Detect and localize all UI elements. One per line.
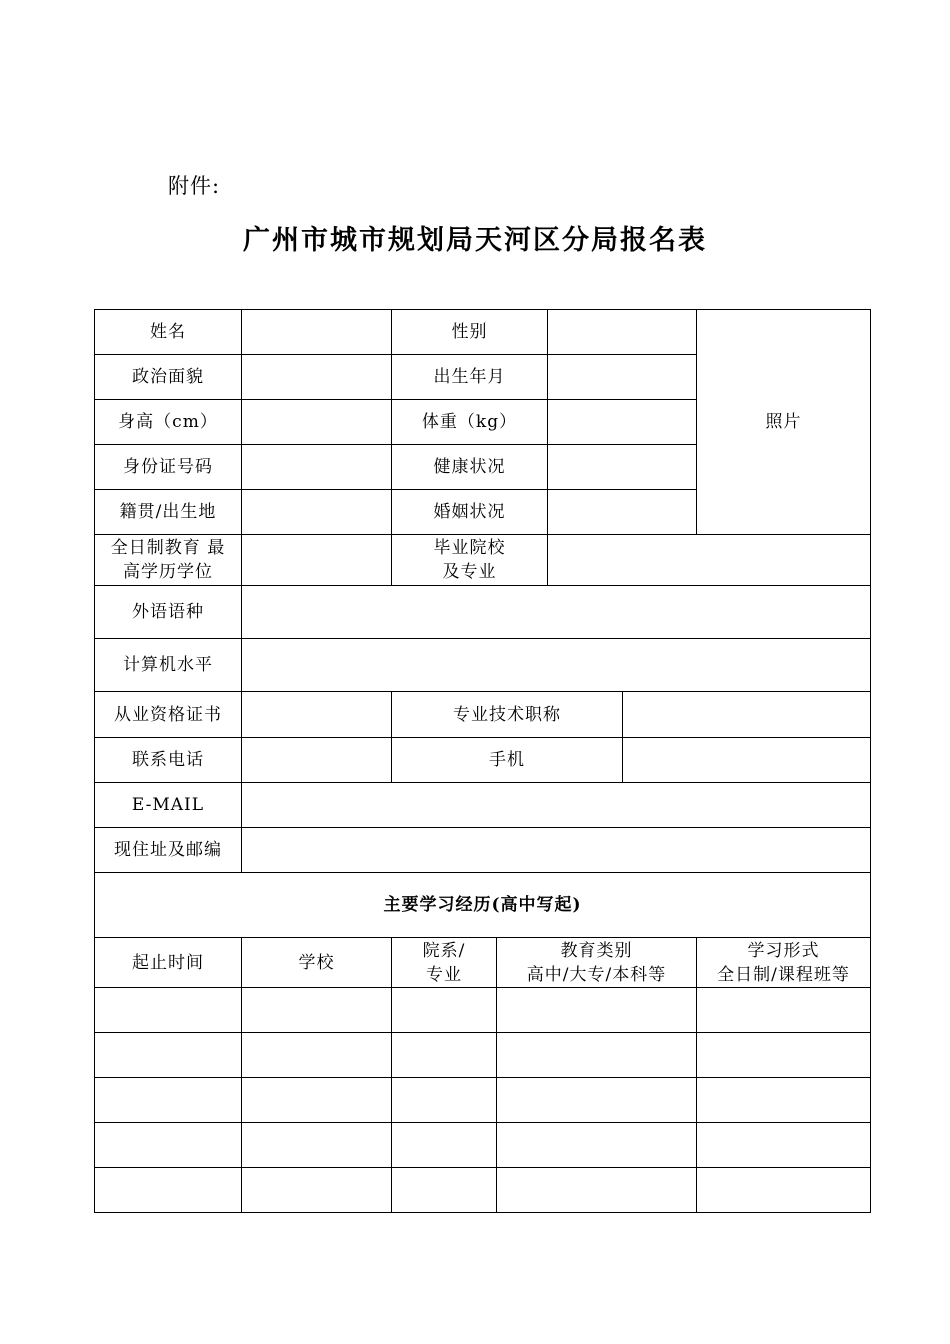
marital-field[interactable]	[548, 490, 697, 535]
study-department-cell[interactable]	[392, 1078, 497, 1123]
study-department-cell[interactable]	[392, 1123, 497, 1168]
education-label-line1: 全日制教育 最	[110, 538, 226, 558]
id-number-field[interactable]	[242, 445, 392, 490]
education-label-line2: 高学历学位	[123, 562, 213, 582]
study-history-row	[95, 1123, 871, 1168]
registration-form-table	[94, 309, 871, 1213]
gender-label: 性别	[392, 310, 548, 355]
study-history-row	[95, 988, 871, 1033]
marital-label: 婚姻状况	[392, 490, 548, 535]
school-major-label-line2: 及专业	[442, 562, 497, 582]
foreign-language-label: 外语语种	[95, 586, 242, 639]
education-field[interactable]	[242, 535, 392, 586]
study-education-type-cell[interactable]	[497, 1168, 697, 1213]
address-field[interactable]	[242, 828, 871, 873]
name-field[interactable]	[242, 310, 392, 355]
study-history-row	[95, 1033, 871, 1078]
study-mode-cell[interactable]	[697, 1123, 871, 1168]
study-history-header	[95, 938, 871, 988]
study-education-type-cell[interactable]	[497, 1123, 697, 1168]
study-school-cell[interactable]	[242, 1123, 392, 1168]
study-education-type-cell[interactable]	[497, 988, 697, 1033]
political-status-label: 政治面貌	[95, 355, 242, 400]
form-title: 广州市城市规划局天河区分局报名表	[243, 225, 707, 256]
professional-title-label: 专业技术职称	[392, 692, 623, 738]
height-field[interactable]	[242, 400, 392, 445]
phone-field[interactable]	[242, 738, 392, 783]
study-mode-header	[697, 938, 871, 988]
weight-label: 体重（kg）	[392, 400, 548, 445]
row-email	[95, 783, 871, 828]
study-department-header-line2: 专业	[426, 964, 462, 985]
study-mode-header-line1: 学习形式	[747, 940, 820, 961]
gender-field[interactable]	[548, 310, 697, 355]
birth-date-field[interactable]	[548, 355, 697, 400]
study-school-header: 学校	[242, 938, 392, 988]
study-mode-header-line2: 全日制/课程班等	[717, 964, 850, 985]
study-education-type-header-line2: 高中/大专/本科等	[526, 964, 667, 985]
professional-title-field[interactable]	[623, 692, 871, 738]
study-period-cell[interactable]	[95, 988, 242, 1033]
native-place-field[interactable]	[242, 490, 392, 535]
mobile-field[interactable]	[623, 738, 871, 783]
computer-level-field[interactable]	[242, 639, 871, 692]
study-department-cell[interactable]	[392, 1168, 497, 1213]
study-mode-cell[interactable]	[697, 1168, 871, 1213]
study-department-cell[interactable]	[392, 1033, 497, 1078]
health-field[interactable]	[548, 445, 697, 490]
political-status-field[interactable]	[242, 355, 392, 400]
study-education-type-cell[interactable]	[497, 1033, 697, 1078]
study-school-cell[interactable]	[242, 1033, 392, 1078]
address-label: 现住址及邮编	[95, 828, 242, 873]
school-major-label-line1: 毕业院校	[433, 538, 506, 558]
email-field[interactable]	[242, 783, 871, 828]
study-mode-cell[interactable]	[697, 1033, 871, 1078]
row-address	[95, 828, 871, 873]
email-label: E-MAIL	[95, 783, 242, 828]
study-mode-cell[interactable]	[697, 1078, 871, 1123]
photo-box[interactable]: 照片	[697, 310, 871, 535]
height-label: 身高（cm）	[95, 400, 242, 445]
study-school-cell[interactable]	[242, 1168, 392, 1213]
study-history-title: 主要学习经历(高中写起)	[95, 873, 871, 938]
study-history-row	[95, 1078, 871, 1123]
computer-level-label: 计算机水平	[95, 639, 242, 692]
education-label	[95, 535, 242, 586]
mobile-label: 手机	[392, 738, 623, 783]
birth-date-label: 出生年月	[392, 355, 548, 400]
study-mode-cell[interactable]	[697, 988, 871, 1033]
study-department-cell[interactable]	[392, 988, 497, 1033]
school-major-label	[392, 535, 548, 586]
native-place-label: 籍贯/出生地	[95, 490, 242, 535]
study-school-cell[interactable]	[242, 1078, 392, 1123]
phone-label: 联系电话	[95, 738, 242, 783]
study-period-header: 起止时间	[95, 938, 242, 988]
row-foreign-language	[95, 586, 871, 639]
study-department-header	[392, 938, 497, 988]
study-education-type-cell[interactable]	[497, 1078, 697, 1123]
name-label: 姓名	[95, 310, 242, 355]
certificate-label: 从业资格证书	[95, 692, 242, 738]
study-department-header-line1: 院系/	[422, 940, 466, 961]
study-period-cell[interactable]	[95, 1168, 242, 1213]
id-number-label: 身份证号码	[95, 445, 242, 490]
health-label: 健康状况	[392, 445, 548, 490]
school-major-field[interactable]	[548, 535, 871, 586]
row-name	[95, 310, 871, 355]
row-certificate	[95, 692, 871, 738]
study-education-type-header	[497, 938, 697, 988]
attachment-label: 附件:	[168, 174, 221, 198]
foreign-language-field[interactable]	[242, 586, 871, 639]
weight-field[interactable]	[548, 400, 697, 445]
study-school-cell[interactable]	[242, 988, 392, 1033]
study-period-cell[interactable]	[95, 1123, 242, 1168]
row-study-title	[95, 873, 871, 938]
study-history-row	[95, 1168, 871, 1213]
certificate-field[interactable]	[242, 692, 392, 738]
study-period-cell[interactable]	[95, 1033, 242, 1078]
study-period-cell[interactable]	[95, 1078, 242, 1123]
row-education	[95, 535, 871, 586]
row-computer	[95, 639, 871, 692]
row-phone	[95, 738, 871, 783]
study-education-type-header-line1: 教育类别	[560, 940, 633, 961]
